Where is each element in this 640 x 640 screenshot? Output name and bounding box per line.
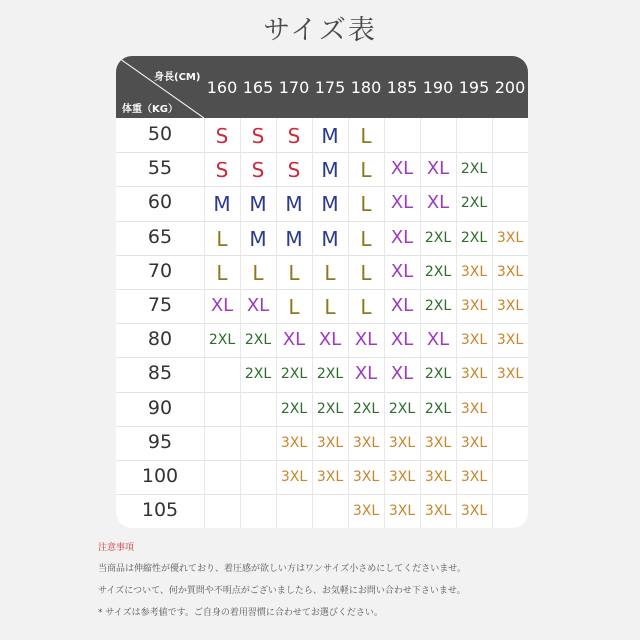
- row-divider: [116, 152, 528, 153]
- weight-row-header: 105: [141, 499, 179, 522]
- size-cell: XL: [426, 158, 450, 180]
- size-cell: 3XL: [460, 298, 488, 314]
- size-cell: 3XL: [496, 332, 524, 349]
- size-cell: M: [285, 192, 303, 217]
- size-cell: 2XL: [424, 298, 452, 314]
- size-cell: M: [321, 192, 339, 217]
- row-divider: [116, 221, 528, 222]
- size-cell: 2XL: [316, 400, 344, 417]
- size-cell: L: [324, 295, 336, 319]
- height-axis-label: 身長(CM): [154, 72, 201, 83]
- size-cell: S: [287, 158, 301, 183]
- size-cell: S: [251, 124, 265, 148]
- size-cell: 2XL: [424, 400, 452, 417]
- weight-row-header: 85: [147, 362, 173, 385]
- note-line: サイズについて、何か質問や不明点がございましたら、お気軽にお問い合わせ下さいませ。: [98, 586, 466, 596]
- size-cell: L: [288, 260, 300, 285]
- size-cell: 2XL: [424, 229, 452, 246]
- size-cell: 3XL: [496, 229, 524, 246]
- size-cell: 3XL: [460, 263, 488, 280]
- size-cell: 3XL: [496, 263, 524, 280]
- size-cell: XL: [246, 295, 270, 316]
- row-divider: [116, 494, 528, 495]
- size-cell: S: [251, 158, 265, 183]
- size-cell: XL: [354, 363, 378, 385]
- height-col-header: 175: [314, 78, 346, 97]
- size-cell: 3XL: [496, 366, 524, 383]
- height-col-header: 200: [494, 78, 526, 97]
- size-cell: XL: [390, 295, 414, 316]
- size-cell: XL: [282, 329, 306, 351]
- notes-section: [98, 540, 466, 627]
- weight-row-header: 75: [147, 294, 173, 316]
- size-cell: 2XL: [460, 195, 488, 212]
- weight-row-header: 90: [147, 396, 173, 419]
- size-cell: 3XL: [388, 469, 416, 485]
- row-divider: [116, 255, 528, 256]
- height-col-header: 195: [458, 78, 490, 97]
- size-cell: M: [321, 226, 339, 251]
- size-cell: S: [287, 124, 301, 148]
- size-cell: XL: [390, 192, 414, 214]
- size-cell: M: [285, 226, 303, 251]
- weight-row-header: 100: [141, 465, 179, 487]
- row-divider: [116, 289, 528, 290]
- weight-row-header: 95: [147, 430, 173, 453]
- size-cell: XL: [390, 158, 414, 180]
- size-cell: 2XL: [244, 366, 272, 383]
- size-cell: XL: [390, 226, 414, 248]
- size-cell: 3XL: [460, 469, 488, 485]
- size-cell: M: [213, 192, 231, 217]
- row-divider: [116, 357, 528, 358]
- size-cell: 3XL: [316, 434, 344, 451]
- size-cell: 2XL: [280, 400, 308, 417]
- size-cell: M: [321, 158, 339, 183]
- size-cell: 2XL: [388, 400, 416, 417]
- notes-title: 注意事項: [98, 543, 135, 553]
- size-cell: L: [252, 260, 264, 285]
- size-cell: XL: [426, 192, 450, 214]
- height-col-header: 165: [242, 78, 274, 97]
- height-col-header: 180: [350, 78, 382, 97]
- size-cell: 2XL: [208, 332, 236, 349]
- size-cell: S: [215, 158, 229, 183]
- size-cell: XL: [426, 329, 450, 351]
- size-cell: 2XL: [460, 229, 488, 246]
- size-cell: S: [215, 124, 229, 148]
- size-cell: 3XL: [460, 366, 488, 383]
- weight-axis-label: 体重（KG）: [122, 104, 178, 115]
- row-divider: [116, 323, 528, 324]
- table-header: [116, 56, 528, 118]
- row-divider: [116, 460, 528, 461]
- size-cell: L: [360, 226, 372, 251]
- size-cell: 3XL: [352, 503, 380, 520]
- size-cell: L: [360, 295, 372, 319]
- size-cell: 3XL: [460, 503, 488, 520]
- size-cell: 3XL: [496, 298, 524, 314]
- weight-row-header: 55: [147, 157, 173, 180]
- size-chart-table: [116, 56, 528, 528]
- size-cell: M: [249, 192, 267, 217]
- height-col-header: 190: [422, 78, 454, 97]
- size-cell: 2XL: [424, 366, 452, 383]
- size-cell: XL: [210, 295, 234, 316]
- weight-row-header: 80: [147, 328, 173, 351]
- row-divider: [116, 186, 528, 187]
- size-cell: 3XL: [424, 469, 452, 485]
- size-cell: 3XL: [316, 469, 344, 485]
- size-cell: 3XL: [388, 434, 416, 451]
- size-cell: 3XL: [280, 434, 308, 451]
- height-col-header: 160: [206, 78, 238, 97]
- size-cell: 2XL: [316, 366, 344, 383]
- size-cell: L: [360, 158, 372, 183]
- size-cell: XL: [354, 329, 378, 351]
- row-divider: [116, 392, 528, 393]
- size-cell: L: [324, 260, 336, 285]
- height-col-header: 170: [278, 78, 310, 97]
- size-cell: 3XL: [460, 434, 488, 451]
- size-cell: L: [216, 226, 228, 251]
- height-col-header: 185: [386, 78, 418, 97]
- size-cell: L: [360, 260, 372, 285]
- note-line: * サイズは参考値です。ご自身の着用習慣に合わせてお選びください。: [98, 608, 383, 618]
- size-cell: 3XL: [352, 434, 380, 451]
- weight-row-header: 60: [147, 191, 173, 214]
- size-cell: 2XL: [460, 161, 488, 178]
- weight-row-header: 70: [147, 259, 173, 282]
- size-grid: [116, 118, 528, 528]
- size-cell: 3XL: [280, 469, 308, 485]
- size-cell: 3XL: [352, 469, 380, 485]
- size-cell: XL: [390, 329, 414, 351]
- size-cell: L: [288, 295, 300, 319]
- size-cell: XL: [390, 260, 414, 282]
- page-title: サイズ表: [263, 15, 377, 46]
- size-cell: 2XL: [424, 263, 452, 280]
- size-cell: 2XL: [244, 332, 272, 349]
- size-cell: 3XL: [460, 332, 488, 349]
- size-cell: M: [249, 226, 267, 251]
- size-cell: L: [216, 260, 228, 285]
- size-cell: 3XL: [424, 503, 452, 520]
- size-cell: M: [321, 124, 339, 148]
- size-cell: L: [360, 192, 372, 217]
- row-divider: [116, 426, 528, 427]
- size-cell: 3XL: [424, 434, 452, 451]
- weight-row-header: 65: [147, 225, 173, 248]
- note-line: 当商品は伸縮性が優れており、着圧感が欲しい方はワンサイズ小さめにしてくださいませ。: [98, 564, 467, 574]
- size-cell: XL: [390, 363, 414, 385]
- size-cell: L: [360, 124, 372, 148]
- size-cell: 3XL: [460, 400, 488, 417]
- size-cell: 3XL: [388, 503, 416, 520]
- weight-row-header: 50: [147, 123, 173, 145]
- size-cell: 2XL: [352, 400, 380, 417]
- size-cell: 2XL: [280, 366, 308, 383]
- size-cell: XL: [318, 329, 342, 351]
